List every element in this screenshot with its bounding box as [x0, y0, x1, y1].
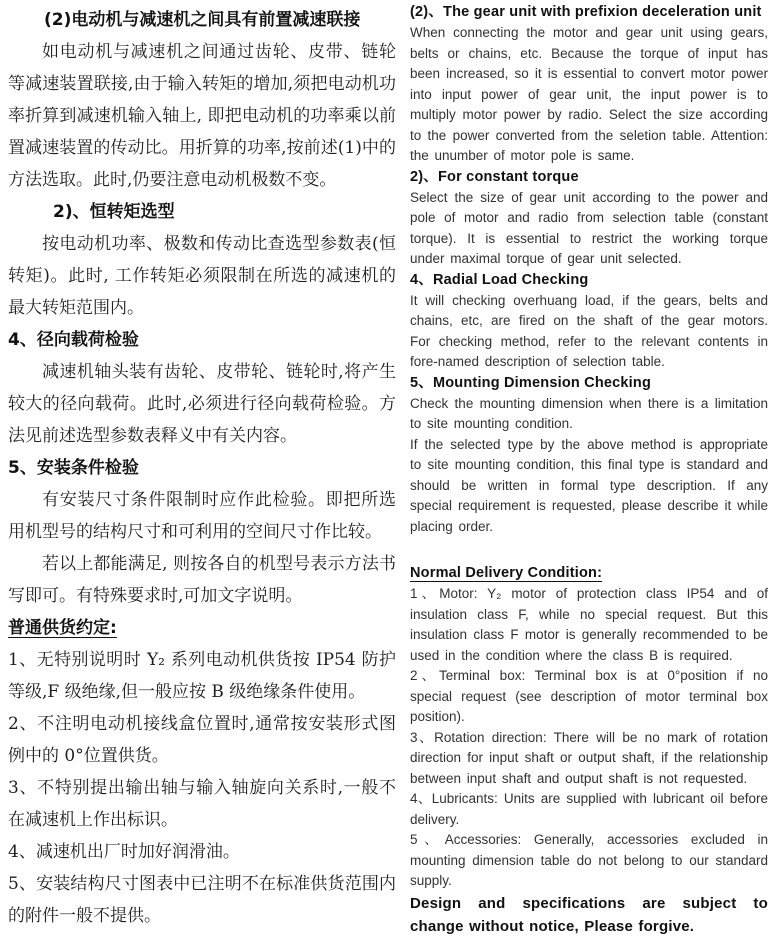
- en-footer-disclaimer: Design and specifications are subject to change without notice, Please forgive.: [410, 894, 768, 935]
- english-column: [410, 2, 768, 936]
- zh-delivery-item-3: 3、不特别提出输出轴与输入轴旋向关系时,一般不在减速机上作出标识。: [8, 778, 396, 830]
- en-para-mounting-dimension-check-2: If the selected type by the above method is appropriate to site mounting condition, this final type is standard and should be written in formal type description. If any special requirement is requested, please describe it while placing order.: [410, 436, 768, 534]
- zh-heading-mounting-condition-check: 5、安装条件检验: [8, 458, 139, 478]
- en-delivery-item-5: 5、Accessories: Generally, accessories excluded in mounting dimension table do not belong to our standard supply.: [410, 832, 768, 888]
- zh-delivery-item-4: 4、减速机出厂时加好润滑油。: [8, 842, 240, 862]
- zh-delivery-item-1: 1、无特别说明时 Y₂ 系列电动机供货按 IP54 防护等级,F 级绝缘,但一般应按 B 级绝缘条件使用。: [8, 650, 396, 702]
- en-heading-mounting-dimension-check: 5、Mounting Dimension Checking: [410, 374, 652, 391]
- zh-para-radial-load-check: 减速机轴头装有齿轮、皮带轮、链轮时,将产生较大的径向载荷。此时,必须进行径向载荷检验。方法见前述选型参数表释义中有关内容。: [8, 362, 396, 446]
- en-delivery-item-2: 2、Terminal box: Terminal box is at 0°position if no special request (see description of motor terminal box position).: [410, 668, 768, 724]
- chinese-column: [8, 4, 396, 932]
- zh-delivery-item-2: 2、不注明电动机接线盒位置时,通常按安装形式图例中的 0°位置供货。: [8, 714, 396, 766]
- zh-heading-normal-delivery: 普通供货约定:: [8, 618, 117, 638]
- zh-para-mounting-condition-check-1: 有安装尺寸条件限制时应作此检验。即把所选用机型号的结构尺寸和可利用的空间尺寸作比较。: [8, 490, 396, 542]
- en-heading-prefix-reduction-link: (2)、The gear unit with prefixion deceleration unit: [410, 4, 762, 20]
- zh-delivery-item-5: 5、安装结构尺寸图表中已注明不在标准供货范围内的附件一般不提供。: [8, 874, 396, 926]
- en-delivery-item-1: 1、Motor: Y₂ motor of protection class IP54 and of insulation class F, while no special request. But this insulation class F motor is generally recommended to be used in the condition where the class B is required.: [410, 586, 768, 663]
- en-para-constant-torque: Select the size of gear unit according to the power and pole of motor and radio from selection table (constant torque). It is essential to restrict the working torque under maximal torque of gear unit selected.: [410, 189, 768, 266]
- zh-para-constant-torque: 按电动机功率、极数和传动比查选型参数表(恒转矩)。此时, 工作转矩必须限制在所选的减速机的最大转矩范围内。: [8, 234, 396, 318]
- en-heading-constant-torque: 2)、For constant torque: [410, 168, 579, 185]
- zh-para-prefix-reduction: 如电动机与减速机之间通过齿轮、皮带、链轮等减速装置联接,由于输入转矩的增加,须把电动机功率折算到减速机输入轴上, 即把电动机的功率乘以前置减速装置的传动比。用折算的功率,按前述(1)中的方法选取。此时,仍要注意电动机极数不变。: [8, 42, 396, 190]
- en-heading-normal-delivery: Normal Delivery Condition:: [410, 565, 603, 581]
- en-para-radial-load-check: It will checking overhuang load, if the gears, belts and chains, etc, are fired on the shaft of the gear motors. For checking method, refer to the relevant contents in fore-named description of selection table.: [410, 292, 768, 369]
- zh-heading-constant-torque: 2)、恒转矩选型: [53, 202, 175, 222]
- en-para-mounting-dimension-check-1: Check the mounting dimension when there is a limitation to site mounting condition.: [410, 395, 768, 431]
- zh-heading-radial-load-check: 4、径向载荷检验: [8, 330, 139, 350]
- en-para-prefix-reduction: When connecting the motor and gear unit using gears, belts or chains, etc. Because the torque of input has been increased, so it is essential to convert motor power into input power of gear unit, the input power is to multiply motor power by radio. Select the size according to the power converted from the seletion table. Attention: the unumber of motor pole is same.: [410, 25, 768, 163]
- zh-para-mounting-condition-check-2: 若以上都能满足, 则按各自的机型号表示方法书写即可。有特殊要求时,可加文字说明。: [8, 554, 396, 606]
- en-delivery-item-3: 3、Rotation direction: There will be no mark of rotation direction for input shaft or output shaft, if the relationship between input shaft and output shaft is not requested.: [410, 729, 768, 786]
- en-delivery-item-4: 4、Lubricants: Units are supplied with lubricant oil before delivery.: [410, 791, 768, 827]
- zh-heading-prefix-reduction-link: (2)电动机与减速机之间具有前置减速联接: [44, 10, 361, 30]
- en-heading-radial-load-check: 4、Radial Load Checking: [410, 271, 589, 288]
